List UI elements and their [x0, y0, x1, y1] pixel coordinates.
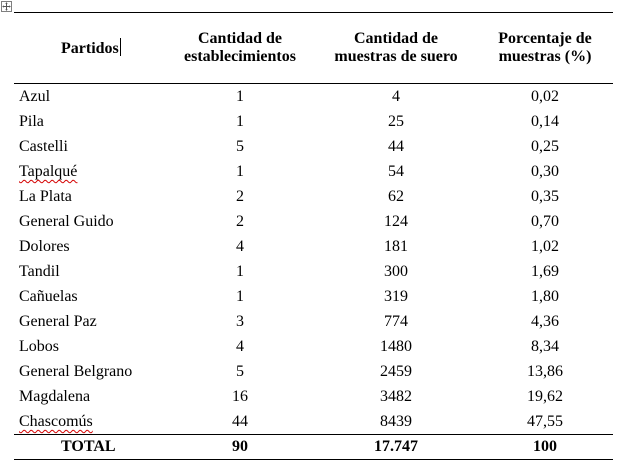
cell-porcentaje[interactable]: 0,70: [531, 213, 559, 230]
cell-partido[interactable]: La Plata: [19, 188, 72, 205]
below-table-text: [14, 460, 613, 465]
cell-muestras[interactable]: 124: [384, 213, 408, 230]
cell-partido[interactable]: Cañuelas: [19, 288, 78, 305]
table-row: [14, 234, 613, 259]
cell-porcentaje[interactable]: 1,69: [531, 263, 559, 280]
cell-porcentaje[interactable]: 19,62: [527, 388, 563, 405]
table-row: [14, 359, 613, 384]
cell-establecimientos[interactable]: 5: [236, 138, 244, 155]
cell-muestras[interactable]: 774: [384, 313, 408, 330]
table-header-row: [14, 13, 613, 84]
cell-muestras[interactable]: 4: [392, 88, 400, 105]
table-row: [14, 84, 613, 110]
cell-establecimientos[interactable]: 2: [236, 213, 244, 230]
table-row: [14, 259, 613, 284]
cell-muestras[interactable]: 3482: [380, 388, 412, 405]
move-arrows-icon: [2, 2, 11, 11]
partidos-table: [14, 12, 613, 460]
cell-porcentaje[interactable]: 0,30: [531, 163, 559, 180]
cell-partido[interactable]: [14, 409, 165, 435]
total-porcentaje[interactable]: 100: [477, 435, 613, 460]
spellcheck-flagged-text: Chascomús: [19, 413, 93, 430]
table-row: [14, 384, 613, 409]
table-row: [14, 134, 613, 159]
table-row: [14, 159, 613, 184]
cell-establecimientos[interactable]: 3: [236, 313, 244, 330]
cell-partido[interactable]: Pila: [19, 113, 44, 130]
cell-partido[interactable]: General Guido: [19, 213, 114, 230]
cell-establecimientos[interactable]: 5: [236, 363, 244, 380]
cell-establecimientos[interactable]: 1: [236, 288, 244, 305]
cell-muestras[interactable]: 2459: [380, 363, 412, 380]
cell-muestras[interactable]: 300: [384, 263, 408, 280]
total-label[interactable]: TOTAL: [14, 435, 165, 460]
cell-porcentaje[interactable]: 1,02: [531, 238, 559, 255]
cell-establecimientos[interactable]: 16: [232, 388, 248, 405]
cell-porcentaje[interactable]: 47,55: [527, 413, 563, 430]
total-muestras[interactable]: 17.747: [315, 435, 477, 460]
total-row: [14, 435, 613, 460]
cell-establecimientos[interactable]: 1: [236, 163, 244, 180]
cell-porcentaje[interactable]: 13,86: [527, 363, 563, 380]
cell-muestras[interactable]: 1480: [380, 338, 412, 355]
header-partidos[interactable]: Partidos: [14, 13, 165, 84]
cell-partido[interactable]: Dolores: [19, 238, 70, 255]
cell-establecimientos[interactable]: 4: [236, 238, 244, 255]
cell-porcentaje[interactable]: 4,36: [531, 313, 559, 330]
cell-muestras[interactable]: 44: [388, 138, 404, 155]
cell-partido[interactable]: [14, 159, 165, 184]
header-establecimientos[interactable]: Cantidad de establecimientos: [165, 13, 315, 84]
cell-partido[interactable]: General Belgrano: [19, 363, 133, 380]
table-move-handle-icon[interactable]: [1, 1, 12, 12]
cell-porcentaje[interactable]: 1,80: [531, 288, 559, 305]
cell-partido[interactable]: Lobos: [19, 338, 59, 355]
table-body: [14, 84, 613, 435]
table-row: [14, 284, 613, 309]
table-row: [14, 109, 613, 134]
cell-muestras[interactable]: 181: [384, 238, 408, 255]
cell-muestras[interactable]: 25: [388, 113, 404, 130]
cell-porcentaje[interactable]: 0,14: [531, 113, 559, 130]
cell-partido[interactable]: Castelli: [19, 138, 68, 155]
cell-partido[interactable]: Azul: [19, 88, 51, 105]
header-muestras[interactable]: Cantidad de muestras de suero: [315, 13, 477, 84]
table-row: [14, 334, 613, 359]
table-row: [14, 309, 613, 334]
cell-porcentaje[interactable]: 0,35: [531, 188, 559, 205]
cell-muestras[interactable]: 62: [388, 188, 404, 205]
cell-establecimientos[interactable]: 4: [236, 338, 244, 355]
cell-establecimientos[interactable]: 2: [236, 188, 244, 205]
spellcheck-flagged-text: Tapalqué: [19, 163, 78, 180]
cell-establecimientos[interactable]: 1: [236, 113, 244, 130]
cell-establecimientos[interactable]: 44: [232, 413, 248, 430]
cell-establecimientos[interactable]: 1: [236, 88, 244, 105]
table-row: [14, 409, 613, 435]
table-row: [14, 209, 613, 234]
cell-establecimientos[interactable]: 1: [236, 263, 244, 280]
cell-porcentaje[interactable]: 0,02: [531, 88, 559, 105]
text-cursor: [120, 38, 121, 56]
cell-muestras[interactable]: 319: [384, 288, 408, 305]
cell-porcentaje[interactable]: 8,34: [531, 338, 559, 355]
cell-muestras[interactable]: 54: [388, 163, 404, 180]
table-row: [14, 184, 613, 209]
cell-porcentaje[interactable]: 0,25: [531, 138, 559, 155]
cell-muestras[interactable]: 8439: [380, 413, 412, 430]
cell-partido[interactable]: Tandil: [19, 263, 60, 280]
total-establecimientos[interactable]: 90: [165, 435, 315, 460]
cell-partido[interactable]: General Paz: [19, 313, 97, 330]
cell-partido[interactable]: Magdalena: [19, 388, 91, 405]
header-porcentaje[interactable]: Porcentaje de muestras (%): [477, 13, 613, 84]
